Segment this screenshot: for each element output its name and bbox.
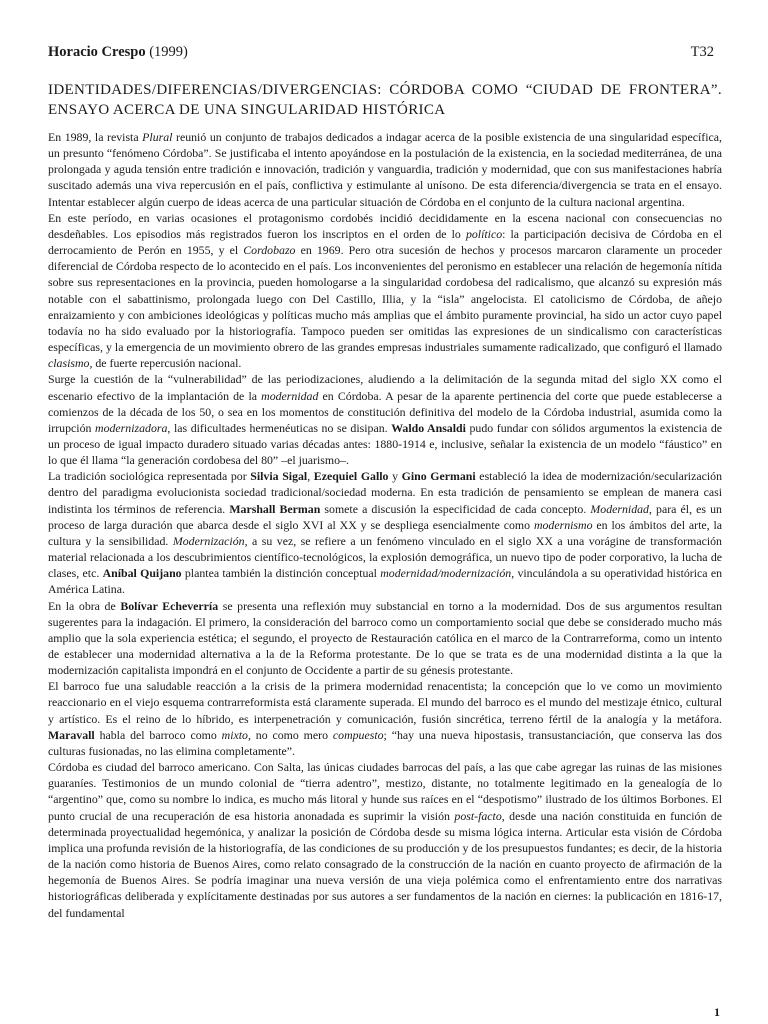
italic-text: clasismo bbox=[48, 356, 90, 371]
body-paragraph bbox=[48, 759, 722, 921]
page-header bbox=[48, 44, 714, 64]
paragraph-text: , las dificultades hermenéuticas no se disipan. bbox=[167, 420, 392, 435]
document-title: IDENTIDADES/DIFERENCIAS/DIVERGENCIAS: CÓRDOBA COMO “CIUDAD DE FRONTERA”. ENSAYO ACERCA DE UNA SINGULARIDAD HISTÓRICA bbox=[48, 82, 722, 118]
paragraph-text: , no como mero bbox=[247, 727, 333, 742]
paragraph-text: habla del barroco como bbox=[94, 727, 222, 742]
paragraph-text: Surge la cuestión de la “vulnerabilidad” de las periodizaciones, aludiendo a la delimitación de la segunda mitad del siglo XX como el escenario efectivo de la implantación de la bbox=[48, 372, 722, 403]
paragraph-text: se presenta una reflexión muy substancial en torno a la modernidad. Dos de sus argumentos resultan sugerentes para la indagación. El primero, la consideración del barroco como un comportamiento social que debe se considerado mucho más amplio que la sola experiencia estética; el segundo, el proyecto de Restauración católica en el marco de la Contrarreforma, como un intento de establecer una modernidad alternativa a la de la Reforma protestante. De lo que se trata es de una modernidad distinta a la que la modernización capitalista impondrá en el conjunto de Occidente a partir de su génesis protestante. bbox=[48, 598, 722, 678]
paragraph-text: La tradición sociológica representada por bbox=[48, 469, 251, 484]
italic-text: modernidad/modernización bbox=[380, 566, 512, 581]
author-name: Horacio Crespo bbox=[48, 44, 146, 60]
italic-text: modernismo bbox=[533, 517, 593, 532]
publication-year: (1999) bbox=[149, 44, 188, 60]
bold-text: Aníbal Quijano bbox=[102, 566, 182, 581]
paragraph-text: , a su vez, se refiere a un fenómeno vinculado en el siglo XX a una vorágine de transformación material relacionada a los descubrimientos científico-tecnológicos, la explosión demográfica, un nuevo tipo de poder corporativo, la lucha de clases, etc. bbox=[48, 533, 722, 581]
bold-text: Maravall bbox=[48, 727, 95, 742]
body-paragraph bbox=[48, 371, 722, 468]
italic-text: compuesto bbox=[332, 727, 384, 742]
paragraph-text: reunió un conjunto de trabajos dedicados a indagar acerca de la posible existencia de una singularidad específica, un presunto “fenómeno Córdoba”. Se justificaba el intento apoyándose en la postulación de la existencia, en la sociedad mediterránea, de una prolongada y aguda tensión entre tradición e innovación, tradición y vanguardia, tradición y modernidad, que con sus manifestaciones habría suscitado además una viva repercusión en el país, conflictiva y estimulante al unísono. De esta diferencia/divergencia se trata en el ensayo. Intentar establecer algún cuerpo de ideas acerca de una particular situación de Córdoba en el conjunto de la cultura nacional argentina. bbox=[48, 130, 722, 209]
italic-text: Modernidad bbox=[590, 501, 649, 516]
paragraph-text: somete a discusión la especificidad de cada concepto. bbox=[320, 501, 591, 516]
document-code: T32 bbox=[690, 44, 714, 60]
bold-text: Ezequiel Gallo bbox=[313, 469, 389, 484]
paragraph-text: , bbox=[307, 469, 314, 484]
paragraph-text: en los ámbitos del arte, la cultura y la sensibilidad. bbox=[48, 517, 723, 548]
paragraph-text: en Córdoba. A pesar de la aparente pertinencia del corte que puede establecerse a comienzos de la década de los 50, o sea en los momentos de constitución definitiva del modelo de la Córdoba industrial, asumida como la irrupción bbox=[48, 388, 722, 435]
author-citation bbox=[48, 44, 188, 61]
document-body bbox=[48, 129, 722, 921]
paragraph-text: , de fuerte repercusión nacional. bbox=[89, 356, 242, 371]
paragraph-text: pudo fundar con sólidos argumentos la existencia de un proceso de igual impacto duradero situado varias décadas antes: 1880-1914 e, inclusive, señalar la existencia de un modelo “fáustico” en lo que él llama “la generación cordobesa del 80” –el juarismo–. bbox=[48, 420, 722, 468]
body-paragraph bbox=[48, 468, 722, 597]
paragraph-text: , para él, es un proceso de larga duración que abarca desde el siglo XVI al XX y se despliega esencialmente como bbox=[48, 501, 722, 532]
page-number: 1 bbox=[714, 1005, 720, 1019]
italic-text: post-facto bbox=[454, 808, 502, 823]
paragraph-text: Córdoba es ciudad del barroco americano. Con Salta, las únicas ciudades barrocas del país, a las que cabe agregar las ruinas de las misiones guaraníes. Testimonios de un mundo colonial de “tierra adentro”, mestizo, distante, no totalmente legitimado en la genealogía de lo “argentino” que, como su nombre lo indica, es mucho más litoral y hunde sus raíces en el “despotismo” ilustrado de los últimos Borbones. El punto crucial de una recuperación de esa historia anonadada es suprimir la visión bbox=[48, 760, 722, 823]
bold-text: Silvia Sigal bbox=[250, 469, 308, 484]
body-paragraph bbox=[48, 210, 722, 372]
body-paragraph bbox=[48, 129, 722, 210]
italic-text: Modernización bbox=[172, 533, 245, 548]
paragraph-text: estableció la idea de modernización/secularización dentro del paradigma evolucionista sociedad tradicional/sociedad moderna. En esta tradición de pensamiento se emplean de manera casi indistinta los términos de referencia. bbox=[48, 469, 722, 516]
italic-text: político bbox=[465, 226, 503, 241]
bold-text: Gino Germani bbox=[401, 469, 476, 484]
paragraph-text: En 1989, la revista bbox=[48, 130, 143, 144]
paragraph-text: y bbox=[388, 469, 402, 484]
paragraph-text: En la obra de bbox=[48, 598, 121, 613]
body-paragraph bbox=[48, 678, 722, 759]
paragraph-text: El barroco fue una saludable reacción a la crisis de la primera modernidad renacentista; la concepción que lo ve como un movimiento reaccionario en el viejo esquema contrarreformista está claramente superada. El mundo del barroco es el mundo del mestizaje étnico, cultural y artístico. Es el reino de lo híbrido, es interpenetración y comunicación, fusión sincrética, terreno fértil de la analogía y la metáfora. bbox=[48, 679, 722, 726]
paragraph-text: , desde una nación constituida en función de determinada proyectualidad hegemónica, y analizar la posición de Córdoba desde su misma lógica interna. Articular esta visión de Córdoba implica una profunda revisión de la historiografía, de las condiciones de su producción y de los presupuestos fundantes; es decir, de la historia de la nación como historia de Buenos Aires, como relato consagrado de la construcción de la nación en cuanto proyecto de afirmación de la hegemonía de Buenos Aires. Se podría imaginar una nueva versión de una vieja polémica como el enfrentamiento entre dos narrativas historiográficas deliberada y explícitamente destinadas por sus autores a ser fundamentos de la nación en ciernes: la publicación en 1816-17, del fundamental bbox=[48, 808, 722, 920]
body-paragraph bbox=[48, 598, 722, 679]
italic-text: modernizadora bbox=[95, 420, 168, 435]
italic-text: modernidad bbox=[261, 388, 319, 403]
paragraph-text: En este período, en varias ocasiones el protagonismo cordobés incidió decididamente en la escena nacional con consecuencias no desdeñables. Los episodios más registrados fueron los inscriptos en el orden de lo bbox=[48, 210, 722, 241]
paragraph-text: : la participación decisiva de Córdoba en el derrocamiento de Perón en 1955, y el bbox=[48, 226, 722, 258]
paragraph-text: , vinculándola a su operatividad histórica en América Latina. bbox=[48, 566, 723, 597]
italic-text: Plural bbox=[142, 130, 173, 144]
bold-text: Bolívar Echeverría bbox=[120, 598, 219, 613]
paragraph-text: en 1969. Pero otra sucesión de hechos y procesos marcaron claramente un proceder diferencial de Córdoba respecto de lo acontecido en el país. Los inconvenientes del peronismo en establecer una relación de hegemonía nítida sobre sus representaciones en la provincia, pueden homologarse a la singularidad cordobesa del radicalismo, que alcanzó su expresión más notable con el sabattinismo, prolongada luego con Del Castillo, Illia, y la “isla” angelocista. El catolicismo de Córdoba, de añejo enraizamiento y con ambiciones ideológicas y políticas mucho más amplias que el ámbito puramente provincial, ha sido un actor cuyo papel todavía no ha sido evaluado por la historiografía. Tampoco pueden ser omitidas las expresiones de un sindicalismo con características específicas, y la emergencia de un movimiento obrero de las grandes empresas industriales sumamente radicalizado, que configuró el llamado bbox=[48, 243, 722, 355]
italic-text: Cordobazo bbox=[243, 243, 296, 258]
italic-text: mixto bbox=[221, 727, 248, 742]
paragraph-text: plantea también la distinción conceptual bbox=[181, 566, 381, 581]
paragraph-text: ; “hay una nueva hipostasis, transustanciación, que conserva las dos culturas fusionadas, no las elimina completamente”. bbox=[48, 727, 723, 758]
bold-text: Marshall Berman bbox=[229, 501, 321, 516]
bold-text: Waldo Ansaldi bbox=[391, 420, 466, 435]
